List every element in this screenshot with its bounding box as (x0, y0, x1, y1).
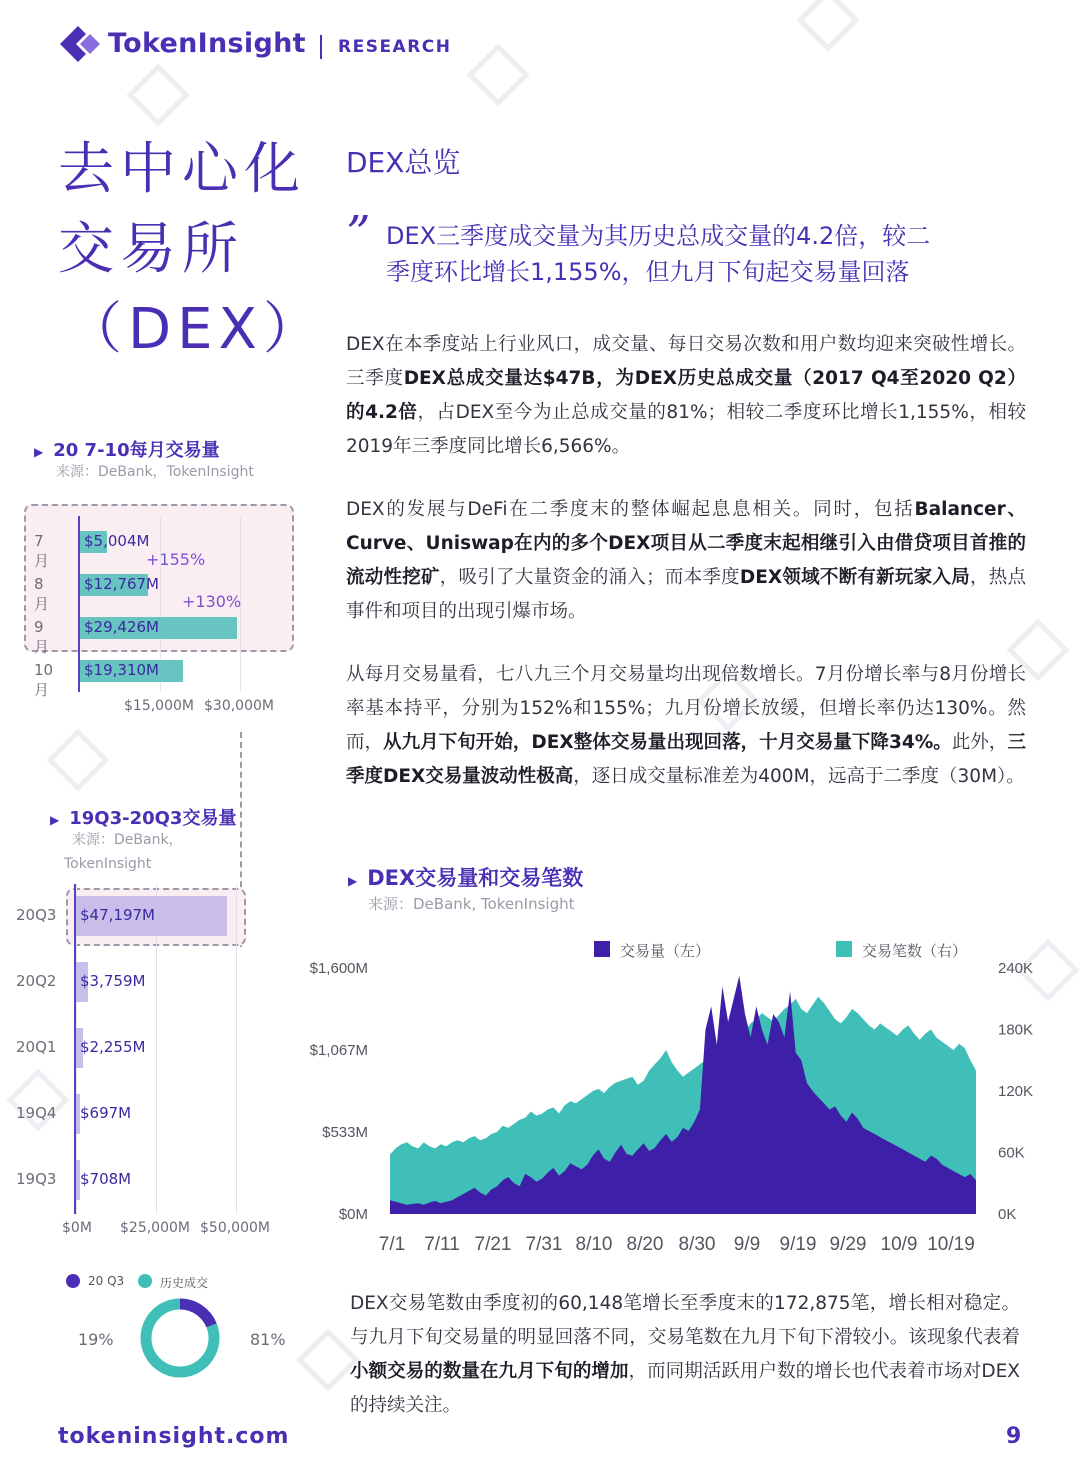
main-chart-source: 来源：DeBank, TokenInsight (368, 895, 575, 913)
main-chart-heading: ▶ DEX交易量和交易笔数 (348, 866, 584, 890)
section-heading: DEX总览 (346, 146, 461, 179)
x-tick-label: $15,000M (124, 698, 194, 714)
text-run: DEX总成交量达$47B，为DEX历史总成交量（2017 Q4至2020 Q2）的4.2倍 (346, 368, 1026, 423)
x-tick-label: 8/20 (626, 1234, 664, 1255)
triangle-bullet-icon: ▶ (34, 445, 44, 459)
text-run: 小额交易的数量在九月下旬的增加 (350, 1361, 629, 1382)
page-title-line-1: 去中心化 (58, 137, 306, 202)
text-run: DEX领域不断有新玩家入局 (739, 567, 970, 588)
x-tick-label: $50,000M (200, 1220, 270, 1236)
text-run: ，占DEX至今为止总成交量的81%；相较二季度环比增长1,155%，相较2019年三季度同比增长6,566%。 (346, 402, 1026, 457)
text-run: 从九月下旬开始，DEX整体交易量出现回落，十月交易量下降34%。 (383, 732, 952, 753)
legend-count: 交易笔数（右） (862, 942, 968, 960)
pull-quote-line-1: DEX三季度成交量为其历史总成交量的4.2倍，较二 (386, 222, 931, 250)
bar-value-label: $5,004M (84, 532, 150, 550)
y-right-tick-label: 0K (998, 1206, 1017, 1223)
footer-url[interactable]: tokeninsight.com (58, 1424, 290, 1449)
bar-value-label: $708M (80, 1170, 132, 1188)
category-label: 9月 (34, 618, 50, 656)
quarterly-volume-source-1: 来源：DeBank， (72, 832, 183, 848)
y-left-tick-label: $0M (338, 1206, 368, 1223)
text-run: 三季度DEX交易量波动性极高 (346, 732, 1026, 787)
share-donut-chart (130, 1296, 230, 1384)
x-tick-label: 7/21 (474, 1234, 512, 1255)
category-label: 8月 (34, 575, 50, 613)
x-tick-label: 9/19 (779, 1234, 817, 1255)
legend-volume: 交易量（左） (620, 942, 711, 960)
text-run: DEX的发展与DeFi在二季度末的整体崛起息息相关。同时，包括 (346, 499, 915, 520)
x-tick-label: $25,000M (120, 1220, 190, 1236)
x-tick-label: 9/29 (829, 1234, 867, 1255)
pull-quote-line-2: 季度环比增长1,155%，但九月下旬起交易量回落 (386, 258, 910, 286)
text-run: 从每月交易量看，七八九三个月交易量均出现倍数增长。7月份增长率与8月份增长率基本持平，分别为152%和155%；九月份增长放缓，但增长率仍达130%。然而， (346, 664, 1026, 753)
bar-value-label: $697M (80, 1104, 132, 1122)
x-tick-label: 7/11 (424, 1234, 460, 1255)
text-run: Balancer、Curve、Uniswap在内的多个DEX项目从二季度末起相继引入由借贷项目首推的流动性挖矿 (346, 499, 1026, 588)
bar-value-label: $19,310M (84, 661, 159, 679)
bar-value-label: $3,759M (80, 972, 146, 990)
y-right-tick-label: 120K (998, 1083, 1034, 1100)
text-run: 此外， (951, 732, 1008, 753)
y-right-tick-label: 180K (998, 1021, 1034, 1039)
donut-legend-history: 历史成交 (160, 1276, 209, 1290)
category-label: 20Q1 (16, 1038, 57, 1056)
donut-pct-history: 81% (250, 1330, 286, 1349)
brand-research-label: RESEARCH (338, 37, 452, 57)
page-title-line-3: （DEX） (66, 297, 325, 362)
x-tick-label: 10/9 (880, 1234, 918, 1255)
category-label: 20Q3 (16, 906, 57, 924)
text-run: ，而同期活跃用户数的增长也代表着市场对DEX的持续关注。 (350, 1361, 1020, 1416)
x-tick-label: 8/30 (678, 1234, 716, 1255)
y-right-tick-label: 240K (998, 960, 1034, 977)
y-right-tick-label: 60K (998, 1144, 1025, 1162)
x-tick-label: 7/1 (378, 1234, 406, 1255)
page-number: 9 (1006, 1424, 1022, 1449)
quote-mark-icon: ” (346, 206, 371, 262)
category-label: 19Q4 (16, 1104, 57, 1122)
paragraph-4 (350, 1287, 1020, 1423)
category-label: 20Q2 (16, 972, 57, 990)
page-title-line-2: 交易所 (58, 217, 244, 282)
growth-annotation-aug: +155% (146, 550, 206, 569)
triangle-bullet-icon: ▶ (50, 813, 60, 827)
x-tick-label: 9/9 (733, 1234, 761, 1255)
text-run: ，热点事件和项目的出现引爆市场。 (346, 567, 1026, 622)
x-tick-label: $0M (62, 1220, 92, 1236)
donut-legend-q3: 20 Q3 (88, 1274, 125, 1288)
x-tick-label: $30,000M (204, 698, 274, 714)
bar-value-label: $12,767M (84, 575, 159, 593)
text-run: ，吸引了大量资金的涌入；而本季度 (439, 567, 740, 588)
triangle-bullet-icon: ▶ (348, 874, 358, 888)
y-left-tick-label: $533M (322, 1124, 368, 1142)
text-run: DEX在本季度站上行业风口，成交量、每日交易次数和用户数均迎来突破性增长。三季度 (346, 334, 1026, 389)
growth-annotation-sep: +130% (182, 592, 242, 611)
y-left-tick-label: $1,600M (309, 960, 368, 977)
category-label: 19Q3 (16, 1170, 57, 1188)
text-run: ，逐日成交量标准差为400M，远高于二季度（30M）。 (573, 766, 1025, 787)
y-left-tick-label: $1,067M (309, 1041, 368, 1059)
x-tick-label: 8/10 (575, 1234, 613, 1255)
monthly-volume-source: 来源：DeBank，TokenInsight (56, 464, 254, 480)
brand-name: TokenInsight (108, 28, 306, 59)
monthly-volume-heading: ▶ 20 7-10每月交易量 (34, 440, 220, 461)
text-run: DEX交易笔数由季度初的60,148笔增长至季度末的172,875笔，增长相对稳定。与九月下旬交易量的明显回落不同，交易笔数在九月下旬下滑较小。该现象代表着 (350, 1293, 1020, 1348)
category-label: 10月 (34, 661, 54, 699)
quarterly-volume-heading: ▶ 19Q3-20Q3交易量 (50, 808, 237, 829)
x-tick-label: 7/31 (525, 1234, 563, 1255)
bar-value-label: $29,426M (84, 618, 159, 636)
quarterly-volume-source-2: TokenInsight (64, 856, 152, 872)
x-tick-label: 10/19 (927, 1234, 975, 1255)
donut-pct-q3: 19% (78, 1330, 114, 1349)
category-label: 7月 (34, 532, 50, 570)
bar-value-label: $47,197M (80, 906, 155, 924)
bar-value-label: $2,255M (80, 1038, 146, 1056)
